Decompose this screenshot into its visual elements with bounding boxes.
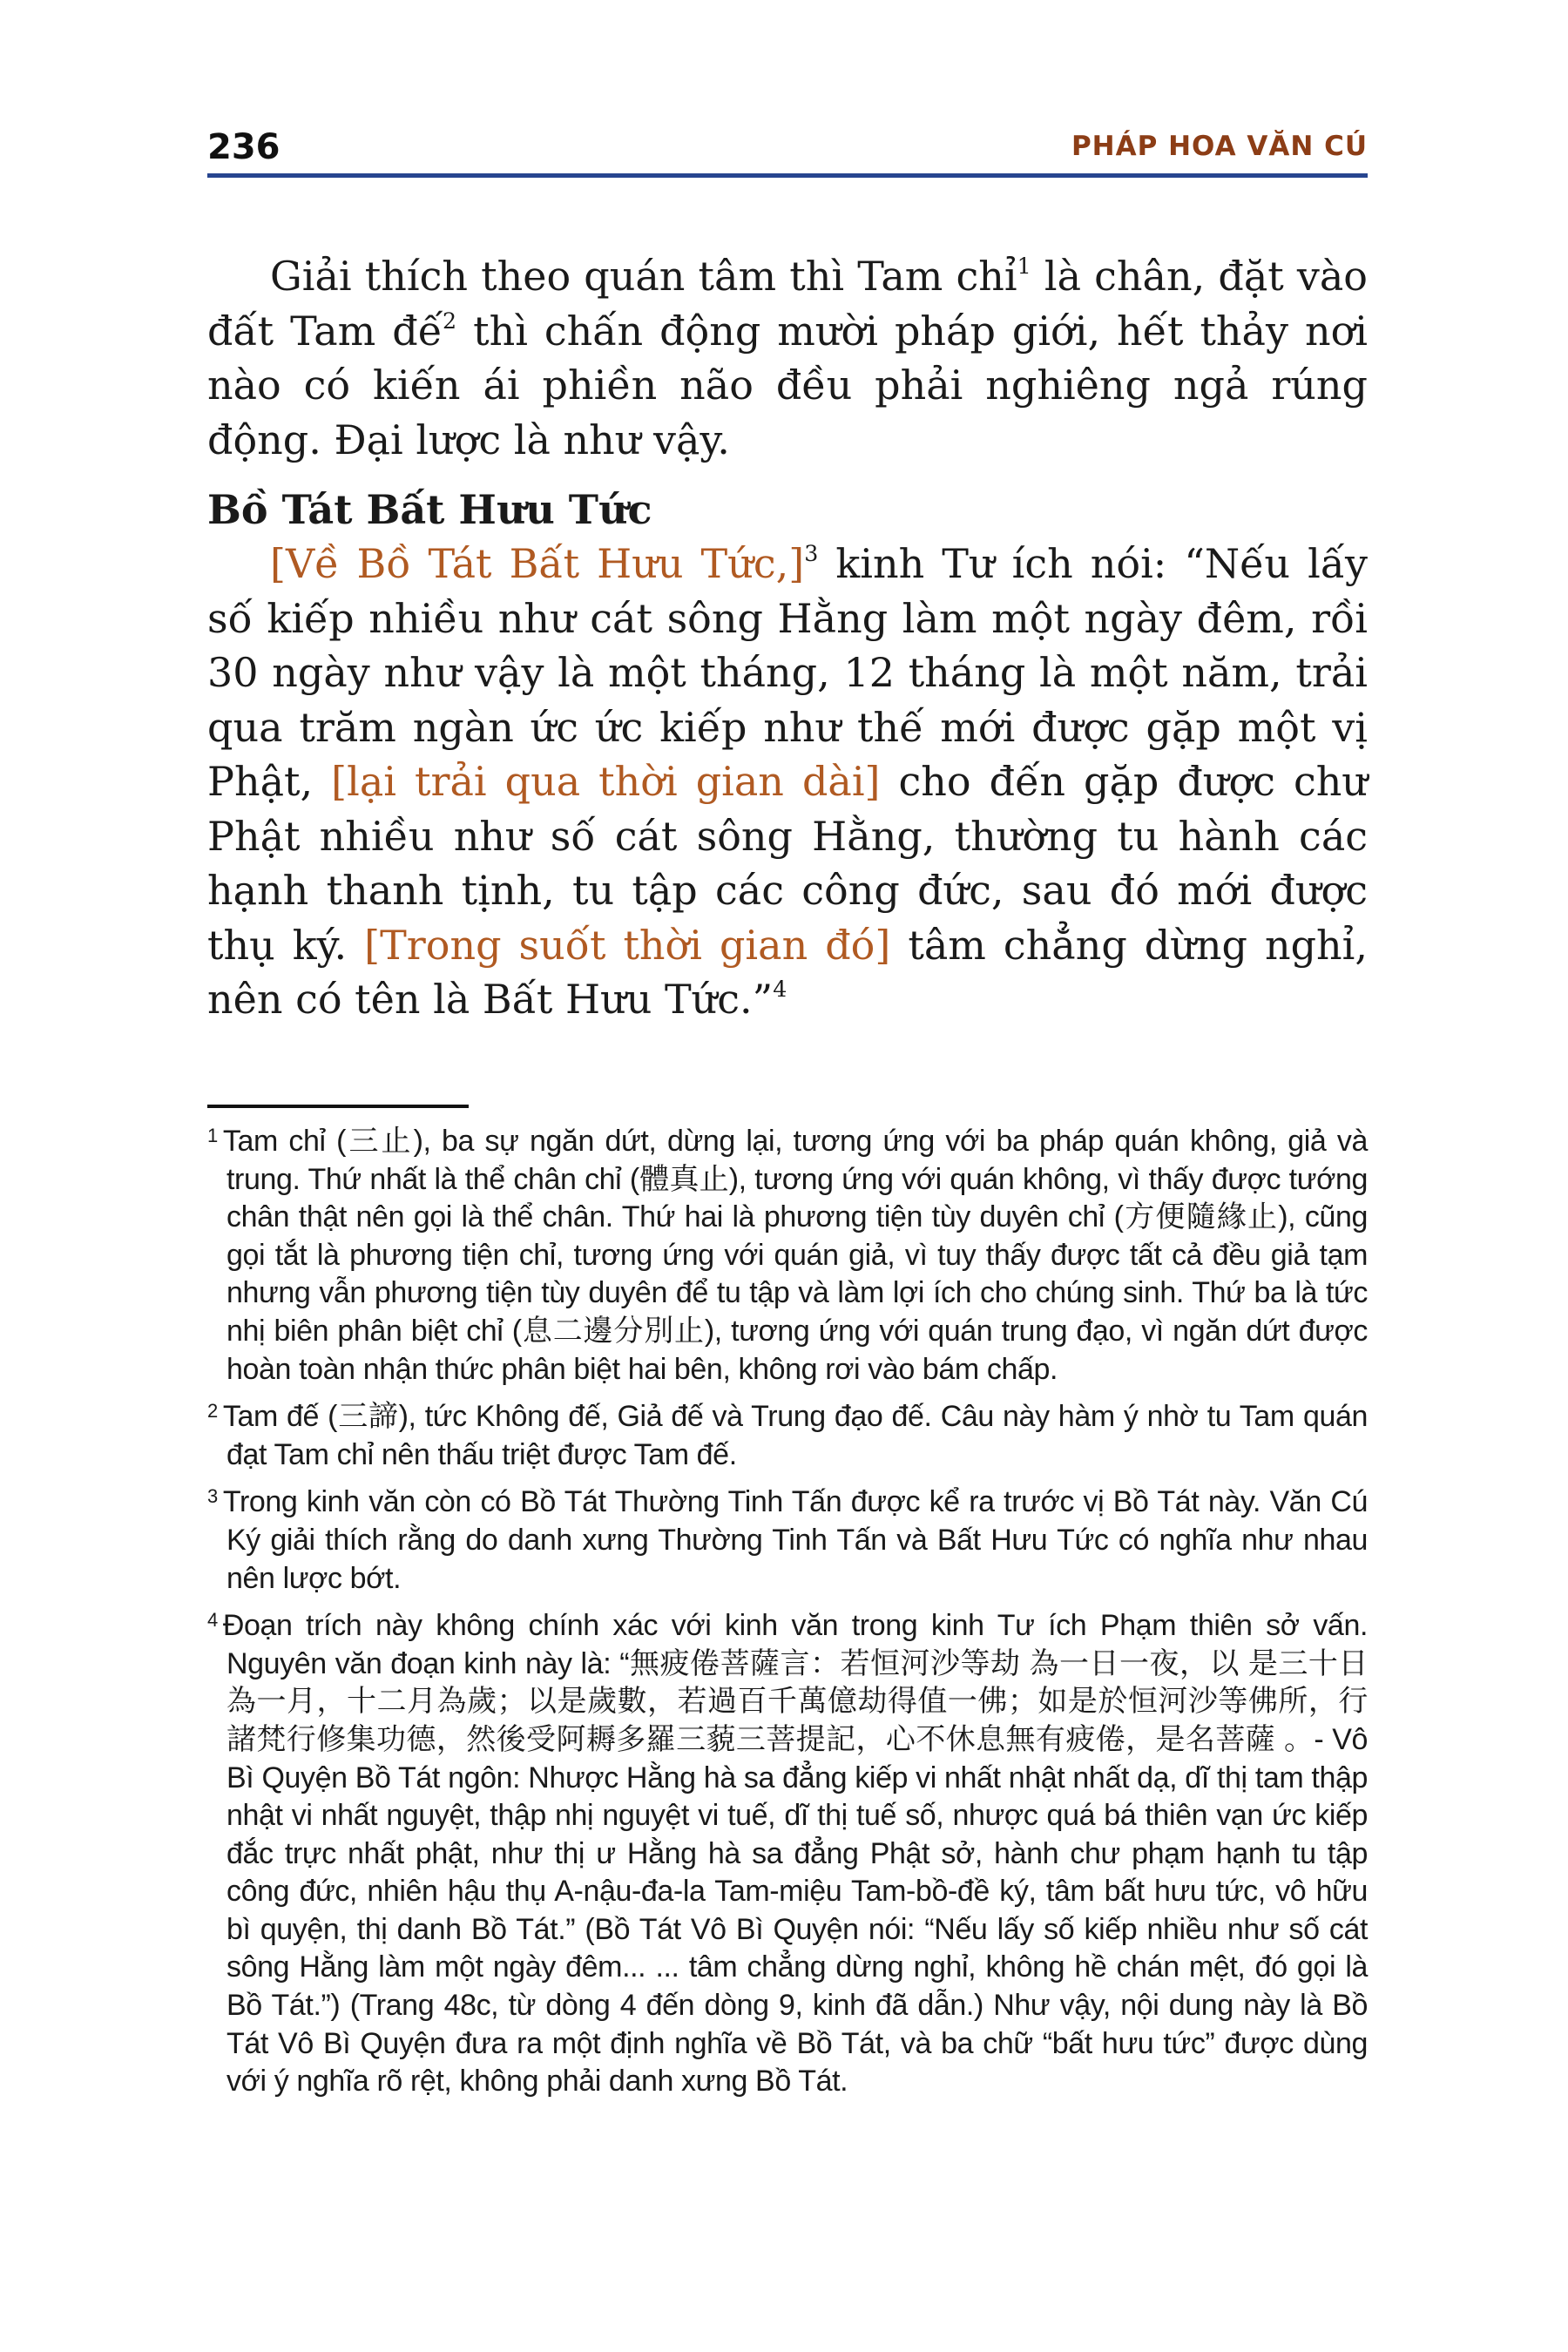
main-text — [207, 249, 1368, 1027]
footnote-number: 1 — [207, 1125, 218, 1146]
page-header — [207, 122, 1368, 174]
footnote-number: 2 — [207, 1400, 218, 1423]
paragraph — [207, 249, 1368, 467]
footnote-text: Đoạn trích này không chính xác với kinh văn trong kinh Tư ích Phạm thiên sở vấn. Nguyên văn đoạn kinh này là: “無疲倦菩薩言：若恒河沙等劫 為一日一夜，以 是三十日為一月，十二月為歲；以是歲數，若過百千萬億劫得值一佛；如是於恒河沙等佛所，行諸梵行修集功德，然後受阿耨多羅三藐三菩提記，心不休息無有疲倦，是名菩薩 。- Vô Bì Quyện Bồ Tát ngôn: Nhược Hằng hà sa đẳng kiếp vi nhất nhật nhất dạ, dĩ thị tam thập nhật vi nhất nguyệt, thập nhị nguyệt vi tuế, dĩ thị tuế số, nhược quá bá thiên vạn ức kiếp đắc trực nhất phật, như thị ư Hằng hà sa đẳng Phật sở, hành chư phạm hạnh tu tập công đức, nhiên hậu thụ A-nậu-đa-la Tam-miệu Tam-bồ-đề ký, tâm bất hưu tức, vô hữu bì quyện, thị danh Bồ Tát.” (Bồ Tát Vô Bì Quyện nói: “Nếu lấy số kiếp nhiều như số cát sông Hằng làm một ngày đêm... ... tâm chẳng dừng nghỉ, không hề chán mệt, đó gọi là Bồ Tát.”) (Trang 48c, từ dòng 4 đến dòng 9, kinh đã dẫn.) Như vậy, nội dung này là Bồ Tát Vô Bì Quyện đưa ra một định nghĩa về Bồ Tát, và ba chữ “bất hưu tức” được dùng với ý nghĩa rõ rệt, không phải danh xưng Bồ Tát. — [222, 1609, 1368, 2099]
footnote-text: Trong kinh văn còn có Bồ Tát Thường Tinh Tấn được kể ra trước vị Bồ Tát này. Văn Cú Ký giải thích rằng do danh xưng Thường Tinh Tấn và Bất Hưu Tức có nghĩa như nhau nên lược bớt. — [222, 1485, 1368, 1595]
running-title: PHÁP HOA VĂN CÚ — [1071, 131, 1368, 162]
text: thì chấn động mười pháp giới, hết thảy nơi nào có kiến ái phiền não đều phải nghiêng ngả rúng động. Đại lược là như vậy. — [207, 307, 1368, 463]
footnote-ref: 1 — [1017, 253, 1031, 280]
text: là chân, đặt vào đất Tam đế — [207, 253, 1368, 355]
section-heading: Bồ Tát Bất Hưu Tức — [207, 486, 652, 533]
text: Giải thích theo quán tâm thì Tam chỉ — [270, 253, 1017, 300]
footnote-ref: 4 — [773, 977, 787, 1003]
header-rule — [207, 173, 1368, 178]
footnote-separator — [207, 1105, 469, 1108]
footnote — [207, 1477, 1368, 1598]
footnote — [207, 1392, 1368, 1474]
footnote-ref: 3 — [804, 541, 819, 567]
editor-insertion: [lại trải qua thời gian dài] — [331, 758, 881, 805]
editor-insertion: [Về Bồ Tát Bất Hưu Tức,] — [270, 540, 805, 587]
text: cho đến gặp được chư Phật nhiều như số cát sông Hằng, thường tu hành các hạnh thanh tịnh, tu tập các công đức, sau đó mới được thụ ký. — [207, 758, 1368, 969]
text: kinh Tư ích nói: “Nếu lấy số kiếp nhiều như cát sông Hằng làm một ngày đêm, rồi 30 ngày như vậy là một tháng, 12 tháng là một năm, trải qua trăm ngàn ức ức kiếp như thế mới được gặp một vị Phật, — [207, 540, 1369, 805]
page-number: 236 — [207, 127, 280, 167]
footnote-number: 4 — [207, 1609, 218, 1632]
footnote-number: 3 — [207, 1485, 218, 1508]
text: tâm chẳng dừng nghỉ, nên có tên là Bất Hưu Tức.” — [207, 921, 1368, 1023]
footnote-text: Tam đế (三諦), tức Không đế, Giả đế và Trung đạo đế. Câu này hàm ý nhờ tu Tam quán đạt Tam chỉ nên thấu triệt được Tam đế. — [222, 1400, 1368, 1471]
footnote-text: Tam chỉ (三止), ba sự ngăn dứt, dừng lại, tương ứng với ba pháp quán không, giả và trung. Thứ nhất là thể chân chỉ (體真止), tương ứng với quán không, vì thấy được tướng chân thật nên gọi là thể chân. Thứ hai là phương tiện tùy duyên chỉ (方便隨緣止), cũng gọi tắt là phương tiện chỉ, tương ứng với quán giả, vì tuy thấy được tất cả đều giả tạm nhưng vẫn phương tiện tùy duyên để tu tập và làm lợi ích cho chúng sinh. Thứ ba là tức nhị biên phân biệt chỉ (息二邊分別止), tương ứng với quán trung đạo, vì ngăn dứt được hoàn toàn nhận thức phân biệt hai bên, không rơi vào bám chấp. — [222, 1125, 1368, 1386]
editor-insertion: [Trong suốt thời gian đó] — [364, 921, 891, 969]
footnote — [207, 1117, 1368, 1389]
footnotes — [207, 1117, 1368, 2105]
footnote — [207, 1601, 1368, 2101]
footnote-ref: 2 — [443, 308, 457, 334]
paragraph — [207, 537, 1368, 1027]
